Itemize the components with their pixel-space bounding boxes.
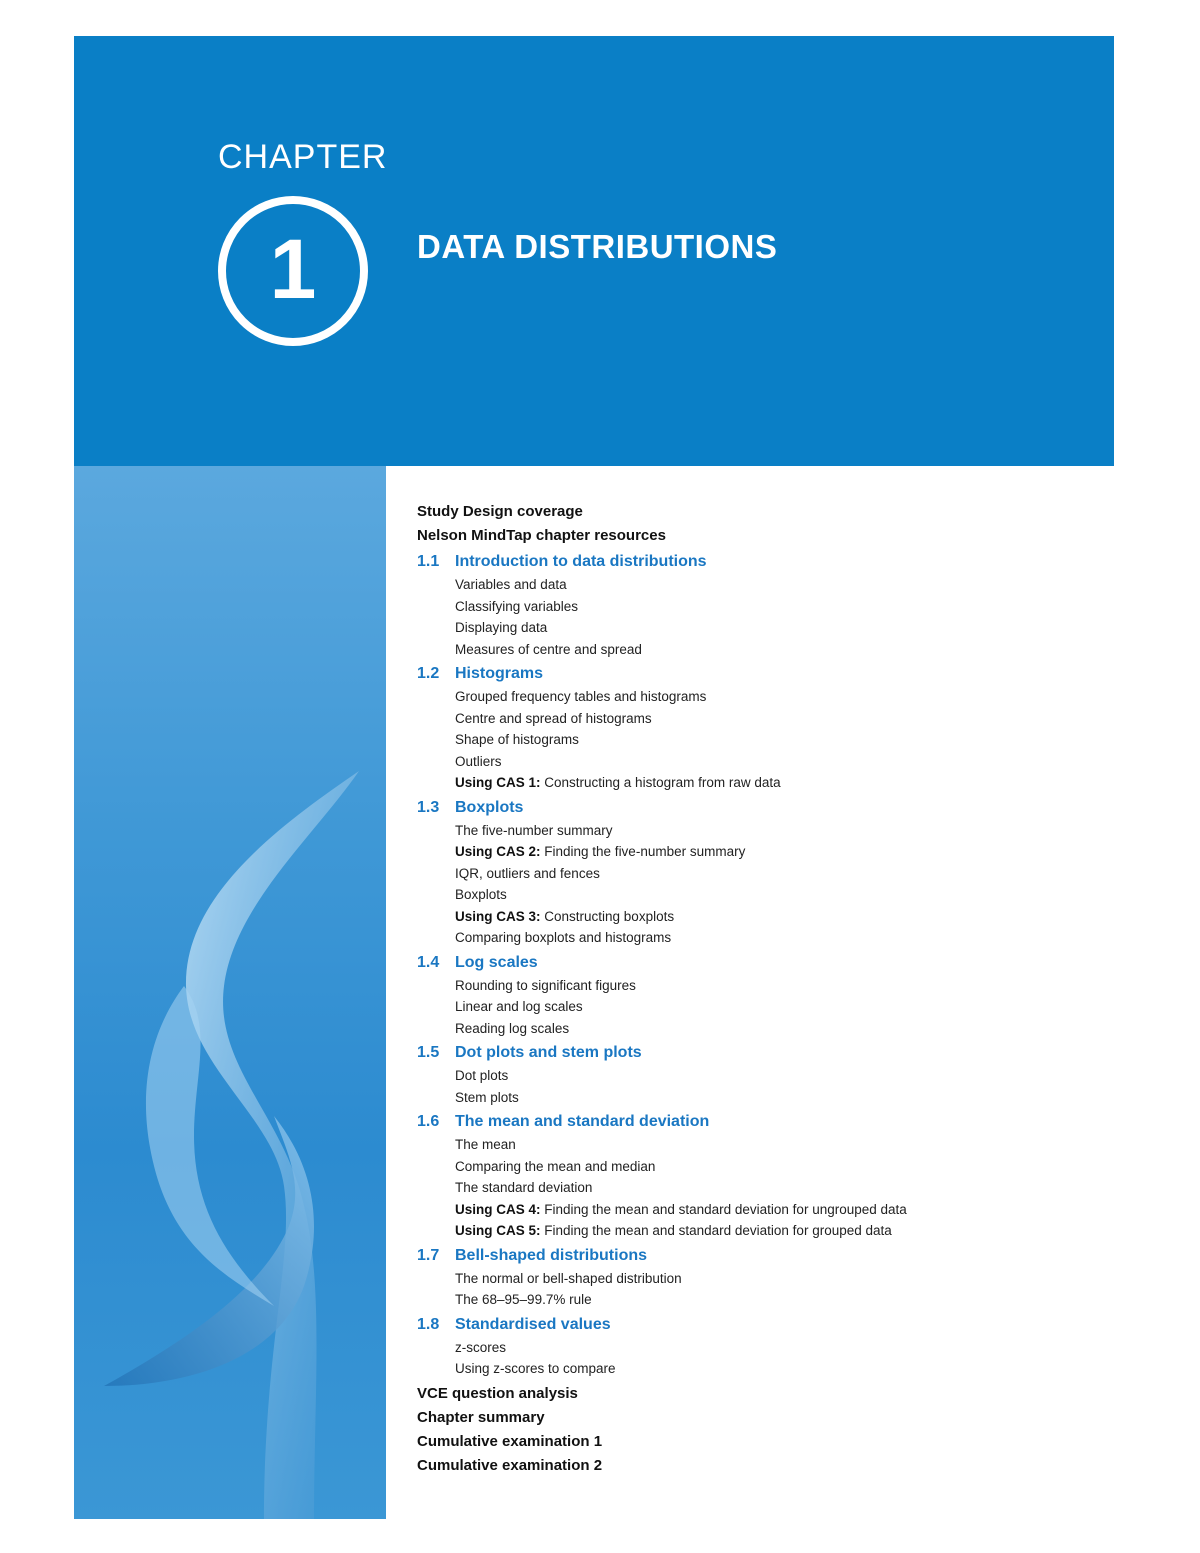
section-heading[interactable] (417, 1110, 1117, 1134)
toc-subitem[interactable]: Stem plots (455, 1089, 519, 1105)
toc-subitem[interactable]: Using CAS 2: Finding the five-number summary (455, 844, 746, 859)
toc-subitem[interactable]: Classifying variables (455, 598, 579, 614)
toc-subitem[interactable]: Comparing the mean and median (455, 1158, 656, 1174)
toc-subitem[interactable]: The normal or bell-shaped distribution (455, 1270, 682, 1286)
toc-subitem[interactable]: Grouped frequency tables and histograms (455, 689, 707, 704)
toc-subitem[interactable]: Using CAS 3: Constructing boxplots (455, 908, 675, 924)
toc-item-chapter-summary[interactable]: Chapter summary (417, 1408, 545, 1426)
toc-item-mindtap[interactable]: Nelson MindTap chapter resources (417, 527, 666, 544)
section-heading[interactable] (417, 1041, 1117, 1065)
section-number: 1.1 (417, 553, 440, 570)
toc-subitem[interactable]: Boxplots (455, 887, 507, 902)
toc-subitem[interactable]: IQR, outliers and fences (455, 865, 600, 881)
section-title: Log scales (455, 953, 538, 971)
toc-subitem[interactable]: Using z-scores to compare (455, 1361, 616, 1376)
toc-section-1-6 (417, 1110, 1117, 1242)
section-title: The mean and standard deviation (455, 1113, 710, 1130)
toc-subitem[interactable]: Dot plots (455, 1068, 509, 1083)
toc-subitem[interactable]: Linear and log scales (455, 999, 583, 1014)
section-heading[interactable] (417, 550, 1117, 574)
toc-subitem[interactable]: Using CAS 1: Constructing a histogram from raw data (455, 775, 781, 790)
toc-subitem[interactable]: Outliers (455, 753, 502, 769)
toc-subitem[interactable]: Displaying data (455, 620, 548, 635)
toc-subitem[interactable]: Reading log scales (455, 1020, 570, 1036)
section-title: Dot plots and stem plots (455, 1044, 642, 1061)
section-number: 1.6 (417, 1113, 440, 1130)
toc-subitem[interactable]: The five-number summary (455, 822, 613, 838)
chapter-label: CHAPTER (218, 138, 388, 176)
section-number: 1.2 (417, 665, 440, 682)
section-number: 1.5 (417, 1044, 440, 1061)
toc-item-vce-analysis[interactable]: VCE question analysis (417, 1384, 578, 1402)
section-number: 1.7 (417, 1246, 440, 1264)
toc-item-study-design[interactable]: Study Design coverage (417, 503, 583, 520)
toc-section-1-3 (417, 796, 1117, 949)
section-number: 1.4 (417, 953, 440, 971)
toc-subitem[interactable]: Variables and data (455, 577, 567, 592)
abstract-ribbon-graphic (74, 466, 386, 1519)
section-title: Standardised values (455, 1315, 611, 1333)
toc-subitem[interactable]: The standard deviation (455, 1180, 593, 1195)
section-heading[interactable] (417, 1313, 1117, 1337)
section-title: Histograms (455, 665, 544, 682)
table-of-contents (417, 500, 1117, 1478)
toc-subitem[interactable]: Rounding to significant figures (455, 977, 636, 993)
section-number: 1.3 (417, 798, 440, 816)
section-title: Boxplots (455, 798, 524, 816)
toc-section-1-2 (417, 662, 1117, 794)
toc-section-1-4 (417, 951, 1117, 1040)
section-title: Bell-shaped distributions (455, 1246, 648, 1264)
toc-item-cumulative-exam-2[interactable]: Cumulative examination 2 (417, 1456, 603, 1474)
section-heading[interactable] (417, 951, 1117, 975)
section-title: Introduction to data distributions (455, 553, 707, 570)
toc-section-1-8 (417, 1313, 1117, 1380)
section-number: 1.8 (417, 1315, 440, 1333)
section-heading[interactable] (417, 796, 1117, 820)
toc-subitem[interactable]: The 68–95–99.7% rule (455, 1292, 592, 1307)
chapter-title: DATA DISTRIBUTIONS (417, 228, 778, 265)
toc-subitem[interactable]: Using CAS 5: Finding the mean and standard deviation for grouped data (455, 1223, 892, 1238)
chapter-number: 1 (269, 222, 317, 316)
toc-subitem[interactable]: Comparing boxplots and histograms (455, 930, 672, 945)
toc-subitem[interactable]: Centre and spread of histograms (455, 710, 652, 726)
chapter-number-badge (218, 196, 368, 346)
toc-section-1-5 (417, 1041, 1117, 1108)
toc-subitem[interactable]: Shape of histograms (455, 732, 579, 747)
toc-subitem[interactable]: Measures of centre and spread (455, 641, 642, 657)
section-heading[interactable] (417, 1244, 1117, 1268)
toc-subitem[interactable]: z-scores (455, 1339, 507, 1355)
toc-subitem[interactable]: The mean (455, 1137, 516, 1152)
toc-item-cumulative-exam-1[interactable]: Cumulative examination 1 (417, 1432, 603, 1450)
decorative-side-panel (74, 466, 386, 1519)
toc-section-1-1 (417, 550, 1117, 660)
toc-closing-items (417, 1382, 1117, 1478)
toc-section-1-7 (417, 1244, 1117, 1311)
toc-subitem[interactable]: Using CAS 4: Finding the mean and standard deviation for ungrouped data (455, 1201, 907, 1217)
section-heading[interactable] (417, 662, 1117, 686)
